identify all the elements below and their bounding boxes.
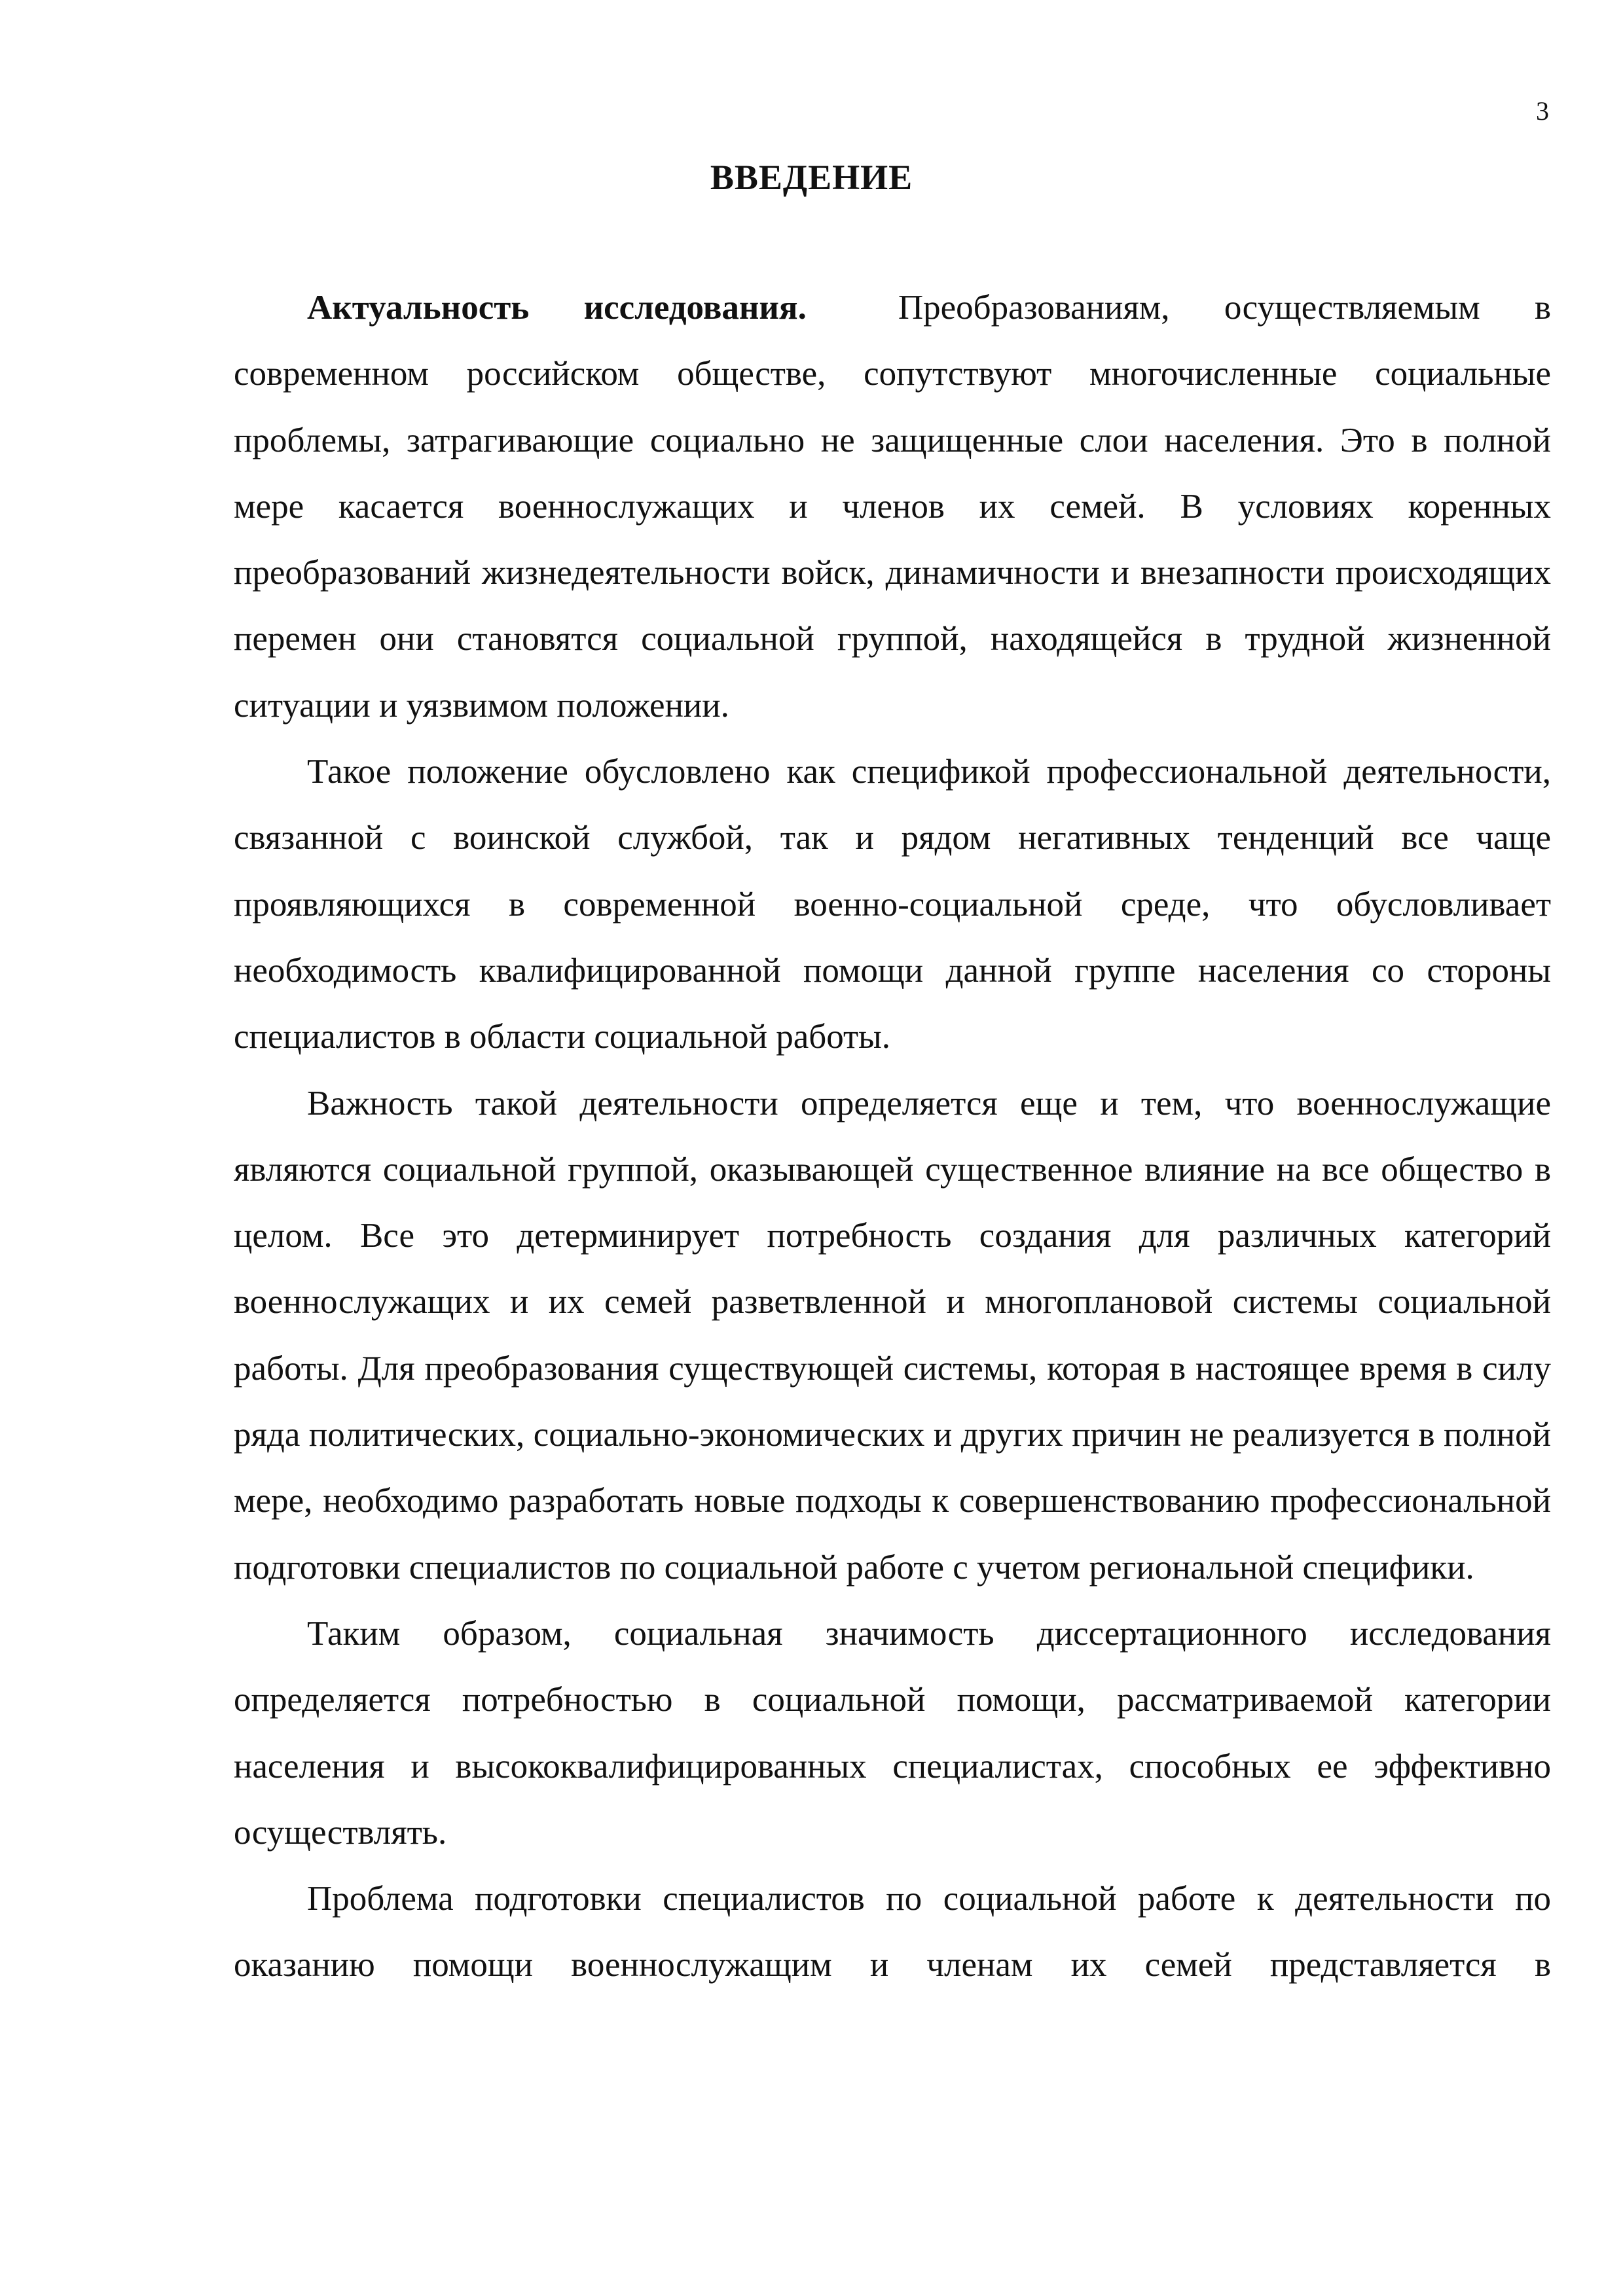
paragraph: Такое положение обусловлено как спецификой профессиональной деятельности, связанной с воинской службой, так и рядом негативных тенденций все чаще проявляющихся в современной военно-социальной среде, что обусловливает необходимость квалифицированной помощи данной группе населения со стороны специалистов в области социальной работы. bbox=[234, 753, 1551, 1056]
section-lead: Актуальность исследования. bbox=[307, 289, 807, 327]
body-text bbox=[234, 275, 1551, 1999]
paragraph-text: Преобразованиям, осуществляемым в современном российском обществе, сопутствуют многочисленные социальные проблемы, затрагивающие социально не защищенные слои населения. Это в полной мере касается военнослужащих и членов их семей. В условиях коренных преобразований жизнедеятельности войск, динамичности и внезапности происходящих перемен они становятся социальной группой, находящейся в трудной жизненной ситуации и уязвимом положении. bbox=[234, 289, 1551, 725]
page-number: 3 bbox=[1536, 96, 1549, 126]
paragraph: Проблема подготовки специалистов по социальной работе к деятельности по оказанию помощи военнослужащим и членам их семей представляется в bbox=[234, 1880, 1551, 1984]
paragraph-relevance bbox=[234, 275, 1551, 739]
paragraph: Важность такой деятельности определяется еще и тем, что военнослужащие являются социальной группой, оказывающей существенное влияние на все общество в целом. Все это детерминирует потребность создания для различных категорий военнослужащих и их семей разветвленной и многоплановой системы социальной работы. Для преобразования существующей системы, которая в настоящее время в силу ряда политических, социально-экономических и других причин не реализуется в полной мере, необходимо разработать новые подходы к совершенствованию профессиональной подготовки специалистов по социальной работе с учетом региональной специфики. bbox=[234, 1084, 1551, 1587]
paragraph: Таким образом, социальная значимость диссертационного исследования определяется потребностью в социальной помощи, рассматриваемой категории населения и высококвалифицированных специалистах, способных ее эффективно осуществлять. bbox=[234, 1614, 1551, 1852]
page-title: ВВЕДЕНИЕ bbox=[710, 158, 913, 197]
